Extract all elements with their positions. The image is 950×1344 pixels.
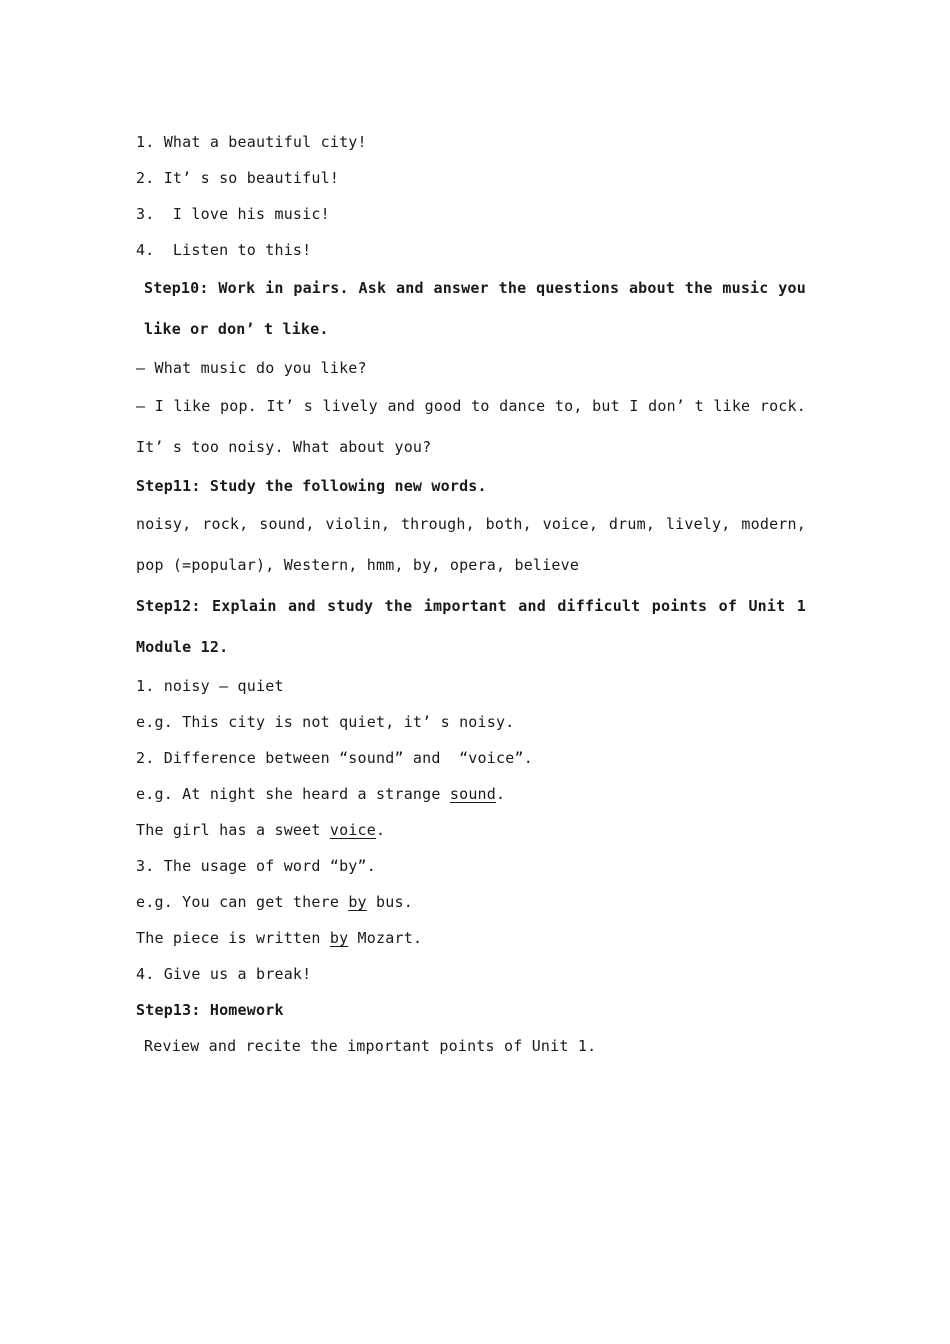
step10-heading: Step10: Work in pairs. Ask and answer the questions about the music you like or don’ t like. bbox=[144, 279, 806, 338]
homework-text: Review and recite the important points of Unit 1. bbox=[144, 1037, 597, 1055]
example-text: e.g. At night she heard a strange bbox=[136, 785, 450, 803]
point-3-example bbox=[136, 884, 806, 920]
point-2: 2. Difference between “sound” and “voice”. bbox=[136, 749, 533, 767]
list-item: 3. I love his music! bbox=[136, 205, 330, 223]
word-list: noisy, rock, sound, violin, through, both, voice, drum, lively, modern, pop (=popular), Western, hmm, by, opera, believe bbox=[136, 515, 806, 574]
step12-heading: Step12: Explain and study the important and difficult points of Unit 1 Module 12. bbox=[136, 597, 806, 656]
list-item: 2. It’ s so beautiful! bbox=[136, 169, 340, 187]
point-2-example bbox=[136, 776, 806, 812]
list-item: 1. What a beautiful city! bbox=[136, 133, 367, 151]
example-text: The piece is written bbox=[136, 929, 330, 947]
underlined-word: by bbox=[329, 929, 349, 947]
dialogue-question: — What music do you like? bbox=[136, 359, 367, 377]
underlined-word: by bbox=[348, 893, 367, 911]
point-3: 3. The usage of word “by”. bbox=[136, 857, 376, 875]
underlined-word: sound bbox=[449, 785, 497, 803]
step11-heading: Step11: Study the following new words. bbox=[136, 477, 487, 495]
point-4: 4. Give us a break! bbox=[136, 965, 312, 983]
point-1-example: e.g. This city is not quiet, it’ s noisy. bbox=[136, 713, 515, 731]
dialogue-answer: — I like pop. It’ s lively and good to dance to, but I don’ t like rock. It’ s too noisy. What about you? bbox=[136, 397, 806, 456]
example-text: bus. bbox=[366, 893, 413, 911]
underlined-word: voice bbox=[329, 821, 377, 839]
list-item: 4. Listen to this! bbox=[136, 241, 312, 259]
example-text: Mozart. bbox=[348, 929, 423, 947]
example-text: . bbox=[496, 785, 506, 803]
document-body bbox=[136, 124, 806, 1064]
point-1: 1. noisy — quiet bbox=[136, 677, 284, 695]
point-2-example-2 bbox=[136, 812, 806, 848]
example-text: The girl has a sweet bbox=[136, 821, 330, 839]
example-text: . bbox=[376, 821, 386, 839]
example-text: e.g. You can get there bbox=[136, 893, 349, 911]
point-3-example-2 bbox=[136, 920, 806, 956]
step13-heading: Step13: Homework bbox=[136, 1001, 284, 1019]
